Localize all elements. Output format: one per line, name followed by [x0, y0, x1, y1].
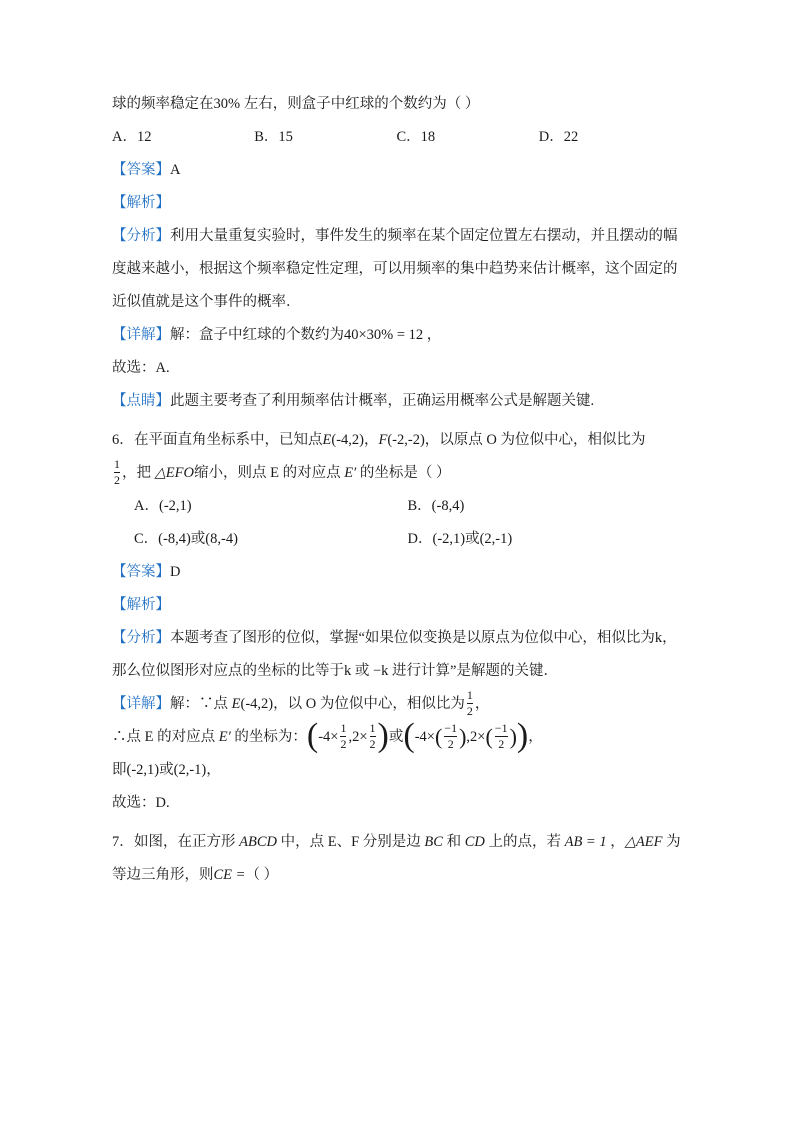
q6-stem-line2-c: 的坐标是（ ） [356, 465, 451, 481]
q6-detail-line1-c: ， [474, 696, 490, 712]
q6-expr2-b: ,2× [466, 729, 486, 745]
q6-expr1-frac2 [370, 722, 376, 751]
q5-choose-row: 故选：A. [112, 360, 170, 376]
q6-stem-line1: 6．在平面直角坐标系中，已知点E(-4,2)，F(-2,-2)，以原点 O 为位似中心，相似比为 [112, 424, 681, 457]
q6-expr1-a: -4× [318, 729, 339, 745]
q6-detail-point-E-prime: E′ [218, 729, 231, 745]
q6-number: 6． [112, 432, 134, 448]
q6-option-b[interactable] [408, 490, 682, 523]
q5-detail-row [112, 319, 681, 352]
q6-point-E-coords: (-4,2) [331, 432, 364, 448]
q6-detail-line2: ∴点 E 的对应点 E′ 的坐标为：(-4× $\frac{1}{2}$ ,2× $\frac{1}{2}$ )或(-4×( $\frac{-1}{2}$ ),2×( $\frac{-1}{2}$ ))， [112, 717, 543, 754]
q5-option-a-key: A． [112, 129, 137, 145]
q5-answer-value: A [170, 162, 181, 178]
q7-segment-BC: BC [424, 834, 443, 850]
q6-detail-line3: 即(-2,1)或(2,-1)， [112, 762, 221, 778]
q6-expr1-b: ,2× [348, 729, 368, 745]
q6-answer-value: D [170, 564, 181, 580]
q5-detail-text: 解：盒子中红球的个数约为40×30% = 12 ， [170, 327, 442, 343]
q6-detail-ratio-numerator: 1 [466, 688, 473, 703]
q6-stem-line2-a: ，把 [122, 465, 155, 481]
q6-explain-row [112, 589, 681, 622]
q5-option-b-value: 15 [278, 129, 293, 145]
q6-expr2-frac1 [444, 722, 457, 751]
q7-line1-d: 上的点，若 [484, 834, 565, 850]
q5-option-b-key: B． [254, 129, 279, 145]
q6-options-row1 [112, 490, 681, 523]
q6-detail-line1-b: ，以 O 为位似中心，相似比为 [273, 696, 465, 712]
q7-line1-c: 和 [442, 834, 465, 850]
q7-length-AB: AB = 1 [564, 834, 607, 850]
q6-detail-line1-a: 解：∵点 [170, 696, 232, 712]
q6-expr1-frac1-num: 1 [340, 721, 347, 736]
q6-option-c-key: C． [134, 531, 159, 547]
q7-triangle-AEF: △AEF [624, 834, 663, 850]
q6-option-b-value: (-8,4) [431, 498, 465, 514]
q6-analysis-tag: 【分析】 [112, 630, 170, 646]
q5-point-tag: 【点睛】 [112, 393, 170, 409]
q6-expr1-frac1 [340, 722, 346, 751]
q6-detail-point-E: E [231, 696, 241, 712]
q7-stem-line2 [112, 859, 681, 892]
q6-expr2-frac2-num: −1 [494, 721, 508, 736]
q5-option-a[interactable] [112, 121, 254, 154]
q5-option-d[interactable] [539, 121, 681, 154]
q7-line1-a: 如图，在正方形 [134, 834, 240, 850]
q5-explain-row [112, 187, 681, 220]
q7-line1-f: 为 [662, 834, 681, 850]
q5-explain-tag: 【解析】 [112, 195, 170, 211]
q5-point-text: 此题主要考查了利用频率估计概率，正确运用概率公式是解题关键. [170, 393, 595, 409]
q6-expr-tail: ， [528, 729, 543, 745]
q6-ratio-denominator: 2 [114, 473, 120, 488]
q6-ratio-fraction [114, 458, 120, 487]
q6-detail-ratio-fraction [467, 689, 473, 718]
q6-expr-or: 或 [388, 729, 404, 745]
q6-detail-tag: 【详解】 [112, 696, 170, 712]
q6-option-a[interactable] [134, 490, 408, 523]
q6-stem-line2-b: 缩小，则点 E 的对应点 [193, 465, 345, 481]
q6-ratio-numerator: 1 [114, 457, 120, 472]
q7-number: 7． [112, 834, 134, 850]
q5-option-b[interactable] [254, 121, 396, 154]
q6-stem-part2: ，以原点 O 为位似中心，相似比为 [424, 432, 646, 448]
q6-options-row2 [112, 523, 681, 556]
q6-explain-tag: 【解析】 [112, 597, 170, 613]
q5-analysis-text: 利用大量重复实验时，事件发生的频率在某个固定位置左右摆动，并且摆动的幅度越来越小，根据这个频率稳定性定理，可以用频率的集中趋势来估计概率，这个固定的近似值就是这个事件的概率． [112, 228, 678, 310]
q6-stem-line2 [112, 457, 681, 490]
q6-expr2-a: -4× [414, 729, 435, 745]
q6-option-c-value: (-8,4)或(8,-4) [158, 531, 238, 547]
q6-expr1-frac2-num: 1 [369, 721, 376, 736]
q6-analysis-text: 本题考查了图形的位似，掌握“如果位似变换是以原点为位似中心，相似比为k，那么位似图形对应点的坐标的比等于k 或 −k 进行计算”是解题的关键． [112, 630, 677, 679]
q6-triangle-EFO: △EFO [154, 465, 194, 481]
q6-option-c[interactable] [134, 523, 408, 556]
q6-option-d-value: (-2,1)或(2,-1) [432, 531, 513, 547]
q6-stem-part1: 在平面直角坐标系中，已知点 [134, 432, 323, 448]
q6-expr2-frac2 [495, 722, 508, 751]
q6-point-E: E [322, 432, 332, 448]
q6-option-a-value: (-2,1) [158, 498, 192, 514]
q6-expr1-frac1-den: 2 [340, 737, 347, 752]
q6-detail-line2-b: 的坐标为： [230, 729, 307, 745]
q6-answer-tag: 【答案】 [112, 564, 170, 580]
q6-point-F-coords: (-2,-2) [387, 432, 425, 448]
q6-expr1-frac2-den: 2 [369, 737, 376, 752]
q6-answer-row [112, 556, 681, 589]
q5-option-a-value: 12 [136, 129, 152, 145]
q7-line2-a: 等边三角形，则 [112, 867, 214, 883]
q6-detail-ratio-denominator: 2 [466, 704, 473, 719]
q5-option-c-value: 18 [420, 129, 436, 145]
q6-detail-line1 [112, 688, 681, 721]
q7-line2-b: （ ） [245, 867, 279, 883]
q6-expr2-frac2-den: 2 [495, 736, 508, 751]
q5-analysis-tag: 【分析】 [112, 228, 170, 244]
q6-option-b-key: B． [407, 498, 432, 514]
q6-option-d-key: D． [407, 531, 433, 547]
q6-expr2-frac1-num: −1 [444, 721, 458, 736]
q7-segment-CD: CD [464, 834, 485, 850]
q6-expr2-frac1-den: 2 [444, 736, 457, 751]
q5-detail-tag: 【详解】 [112, 327, 170, 343]
q5-option-c-key: C． [396, 129, 421, 145]
q6-option-a-key: A． [134, 498, 159, 514]
q6-option-d[interactable] [408, 523, 682, 556]
q6-point-E-prime: E′ [344, 465, 357, 481]
q7-stem-line1 [112, 826, 681, 859]
q7-line1-b: 中，点 E、F 分别是边 [276, 834, 425, 850]
q5-analysis-row [112, 220, 681, 319]
q7-square-ABCD: ABCD [239, 834, 277, 850]
q6-detail-line2-a: ∴点 E 的对应点 [112, 729, 219, 745]
q5-answer-tag: 【答案】 [112, 162, 170, 178]
q5-answer-row [112, 154, 681, 187]
q6-choose-row: 故选：D. [112, 795, 170, 811]
q5-options [112, 121, 681, 154]
q5-option-d-key: D． [538, 129, 564, 145]
q6-analysis-row [112, 622, 681, 688]
q7-line1-e: ， [606, 834, 625, 850]
q7-segment-CE: CE = [213, 867, 246, 883]
q5-option-d-value: 22 [563, 129, 579, 145]
q6-detail-point-E-coords: (-4,2) [240, 696, 274, 712]
q5-option-c[interactable] [397, 121, 539, 154]
q5-stem-tail: 球的频率稳定在30% 左右，则盒子中红球的个数约为（ ） [112, 96, 480, 112]
q6-point-F: F [378, 432, 388, 448]
q5-point-row [112, 385, 681, 418]
